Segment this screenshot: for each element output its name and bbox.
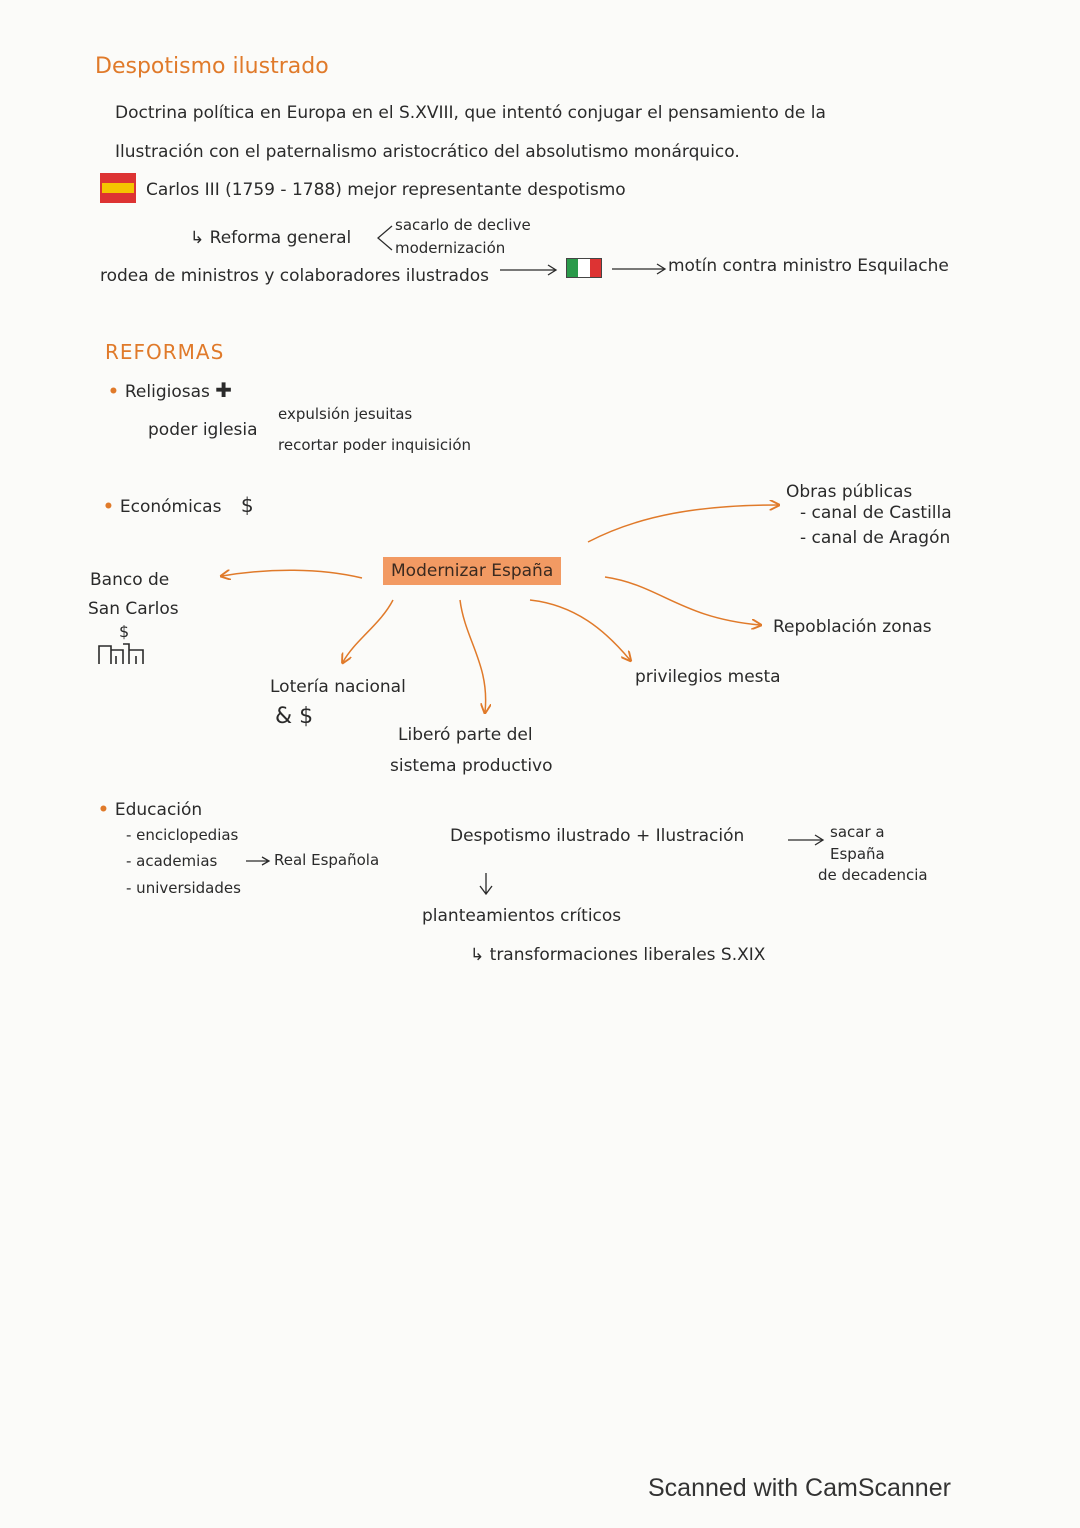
arrow-to-sacar-espana — [788, 835, 823, 845]
scanner-footer: Scanned with CamScanner — [648, 1474, 951, 1502]
dollar-icon: $ — [240, 493, 254, 517]
conclusion-line: Despotismo ilustrado + Ilustración — [450, 826, 745, 846]
educacion-sub-3: - universidades — [126, 879, 241, 897]
reforma-branch-2: modernización — [395, 239, 506, 257]
economicas-item: • Económicas $ — [103, 493, 254, 517]
arrow-to-libero — [460, 600, 486, 712]
bank-dollar-icon: $ — [119, 622, 130, 641]
religiosas-item: • Religiosas ✚ — [108, 378, 233, 402]
obras-item-2: - canal de Aragón — [800, 528, 951, 548]
privilegios-mesta: privilegios mesta — [635, 667, 781, 687]
educacion-sub-2: - academias — [126, 852, 218, 870]
result-line-1: sacar a — [830, 823, 885, 841]
arrow-to-privilegios — [530, 600, 630, 660]
sub-arrow-icon: ↳ — [470, 945, 490, 965]
arrow-to-repoblacion — [605, 577, 760, 625]
repoblacion-zonas: Repoblación zonas — [773, 617, 932, 637]
religiosas-sub-1: expulsión jesuitas — [278, 405, 413, 423]
sub-arrow-icon: ↳ — [190, 228, 210, 248]
poder-iglesia: poder iglesia — [148, 420, 258, 440]
bullet-icon: • — [108, 382, 119, 402]
modernizar-espana-node: Modernizar España — [383, 557, 561, 585]
banco-line-1: Banco de — [90, 570, 170, 590]
reforma-branch-1: sacarlo de declive — [395, 216, 531, 234]
libero-line-2: sistema productivo — [390, 756, 553, 776]
educacion-item: • Educación — [98, 800, 203, 820]
motin-line: motín contra ministro Esquilache — [668, 256, 949, 276]
arrow-to-banco — [222, 570, 362, 578]
carlos-line: Carlos III (1759 - 1788) mejor representante despotismo — [146, 180, 626, 200]
educacion-sub-1: - enciclopedias — [126, 826, 239, 844]
arrow-down — [480, 873, 492, 894]
arrow-reforma-branch — [378, 226, 392, 250]
real-espanola: Real Española — [274, 851, 380, 869]
transformaciones-liberales: ↳ transformaciones liberales S.XIX — [470, 945, 766, 965]
libero-line-1: Liberó parte del — [398, 725, 533, 745]
banco-line-2: San Carlos — [88, 599, 179, 619]
arrow-to-loteria — [343, 600, 393, 662]
bullet-icon: • — [98, 800, 109, 820]
loteria-nacional: Lotería nacional — [270, 677, 406, 697]
result-line-3: de decadencia — [818, 866, 928, 884]
arrow-to-motin — [612, 264, 665, 274]
obras-item-1: - canal de Castilla — [800, 503, 952, 523]
reformas-heading: REFORMAS — [105, 340, 225, 364]
reforma-general: ↳ Reforma general — [190, 228, 352, 248]
arrow-to-real-espanola — [246, 857, 269, 865]
rodea-line: rodea de ministros y colaboradores ilustrados — [100, 266, 489, 286]
arrow-to-italy-flag — [500, 265, 556, 275]
page-title: Despotismo ilustrado — [95, 54, 329, 79]
planteamientos-criticos: planteamientos críticos — [422, 906, 622, 926]
result-line-2: España — [830, 845, 885, 863]
intro-line-1: Doctrina política en Europa en el S.XVIII, que intentó conjugar el pensamiento de la — [115, 103, 826, 123]
intro-line-2: Ilustración con el paternalismo aristocrático del absolutismo monárquico. — [115, 142, 740, 162]
obras-publicas-title: Obras públicas — [786, 482, 913, 502]
cross-icon: ✚ — [215, 378, 233, 402]
religiosas-sub-2: recortar poder inquisición — [278, 436, 472, 454]
bullet-icon: • — [103, 497, 114, 517]
arrow-to-obras — [588, 505, 778, 542]
loteria-symbols: & $ — [275, 704, 314, 729]
